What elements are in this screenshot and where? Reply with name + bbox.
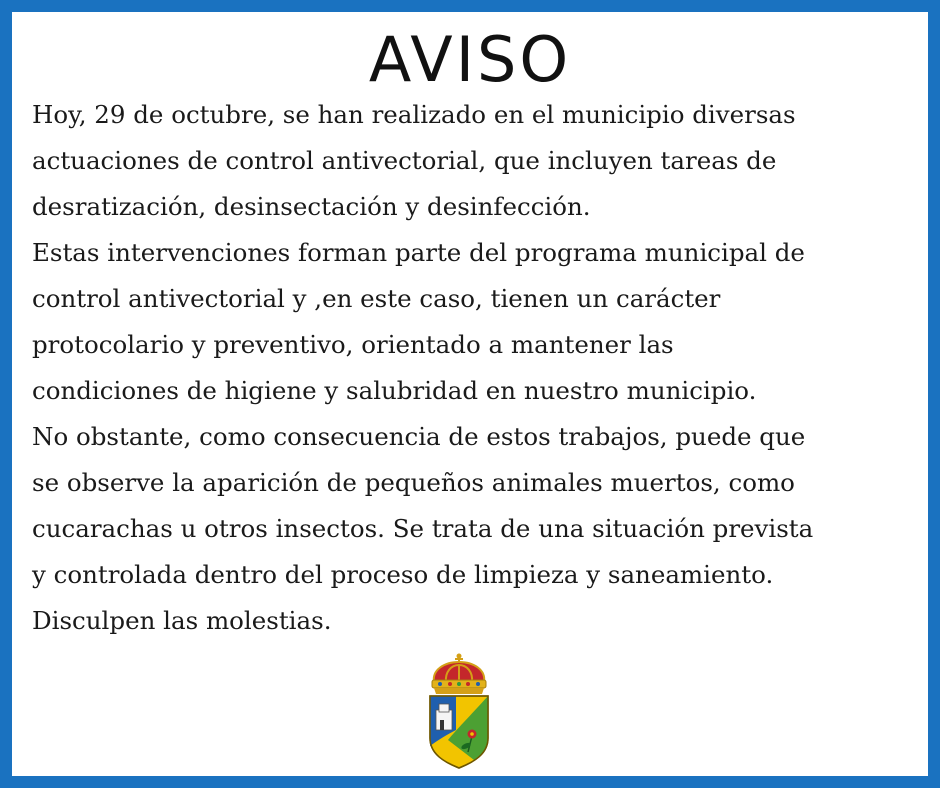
- shield-icon: [430, 696, 488, 768]
- notice-paragraph-1: Hoy, 29 de octubre, se han realizado en el municipio diversas actuaciones de control antivectorial, que incluyen tareas de desratización, desinsectación y desinfección.: [32, 100, 796, 221]
- notice-paragraph-4: Disculpen las molestias.: [32, 606, 332, 635]
- notice-body: [32, 92, 922, 644]
- notice-paragraph-3: No obstante, como consecuencia de estos trabajos, puede que se observe la aparición de pequeños animales muertos, como cucarachas u otros insectos. Se trata de una situación prevista y controlada dentro del proceso de limpieza y saneamiento.: [32, 422, 814, 589]
- crown-icon: [432, 654, 486, 695]
- notice-title: AVISO: [368, 23, 572, 96]
- notice-paragraph-2: Estas intervenciones forman parte del programa municipal de control antivectorial y ,en este caso, tienen un carácter protocolario y preventivo, orientado a mantener las condiciones de higiene y salubridad en nuestro municipio.: [32, 238, 805, 405]
- municipal-coat-of-arms-icon: [426, 652, 492, 770]
